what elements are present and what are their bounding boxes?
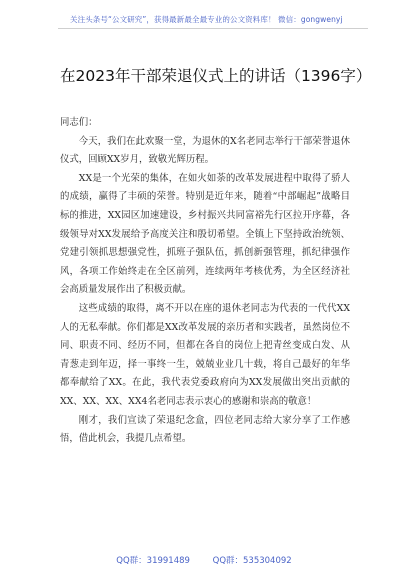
header-banner: 关注头条号“公文研究”，获得最新最全最专业的公文资料库！ 微信：gongwenyj xyxy=(70,15,343,24)
document-body xyxy=(60,114,350,449)
paragraph-4: 刚才，我们宣读了荣退纪念盒，四位老同志给大家分享了工作感悟，借此机会，我提几点希望。 xyxy=(60,414,350,445)
greeting: 同志们： xyxy=(60,117,98,128)
footer-qq-group-2: QQ群：535304092 xyxy=(212,556,292,566)
paragraph-1: 今天，我们在此欢聚一堂，为退休的X名老同志举行干部荣誉退休仪式，回顾XX岁月，致敬光辉历程。 xyxy=(60,135,350,166)
paragraph-2: XX是一个光荣的集体，在如火如荼的改革发展进程中取得了骄人的成绩，赢得了丰硕的荣誉。特别是近年来，随着“中部崛起”战略目标的推进，XX园区加速建设，乡村振兴共同富裕先行区拉开序幕，各级领导对XX发展给予高度关注和殷切希望。全镇上下坚持政治统领、党建引领抓思想强党性，抓班子强队伍，抓创新强管理，抓纪律强作风，各项工作始终走在全区前列，连续两年考核优秀，为全区经济社会高质量发展作出了积极贡献。 xyxy=(60,172,350,296)
header-divider xyxy=(58,28,368,29)
paragraph-3: 这些成绩的取得，离不开以在座的退休老同志为代表的一代代XX人的无私奉献。你们都是XX改革发展的亲历者和实践者，虽然岗位不同、职责不同、经历不同，但都在各自的岗位上把青丝变成白发、从青葱走到年迈，择一事终一生，兢兢业业几十载，将自己最好的年华都奉献给了XX。在此，我代表党委政府向为XX发展做出突出贡献的XX、XX、XX、XX4名老同志表示衷心的感谢和崇高的敬意！ xyxy=(60,302,350,407)
document-title: 在2023年干部荣退仪式上的讲话（1396字） xyxy=(60,67,372,85)
footer-qq-group-1: QQ群：31991489 xyxy=(116,556,190,566)
footer xyxy=(0,554,408,566)
